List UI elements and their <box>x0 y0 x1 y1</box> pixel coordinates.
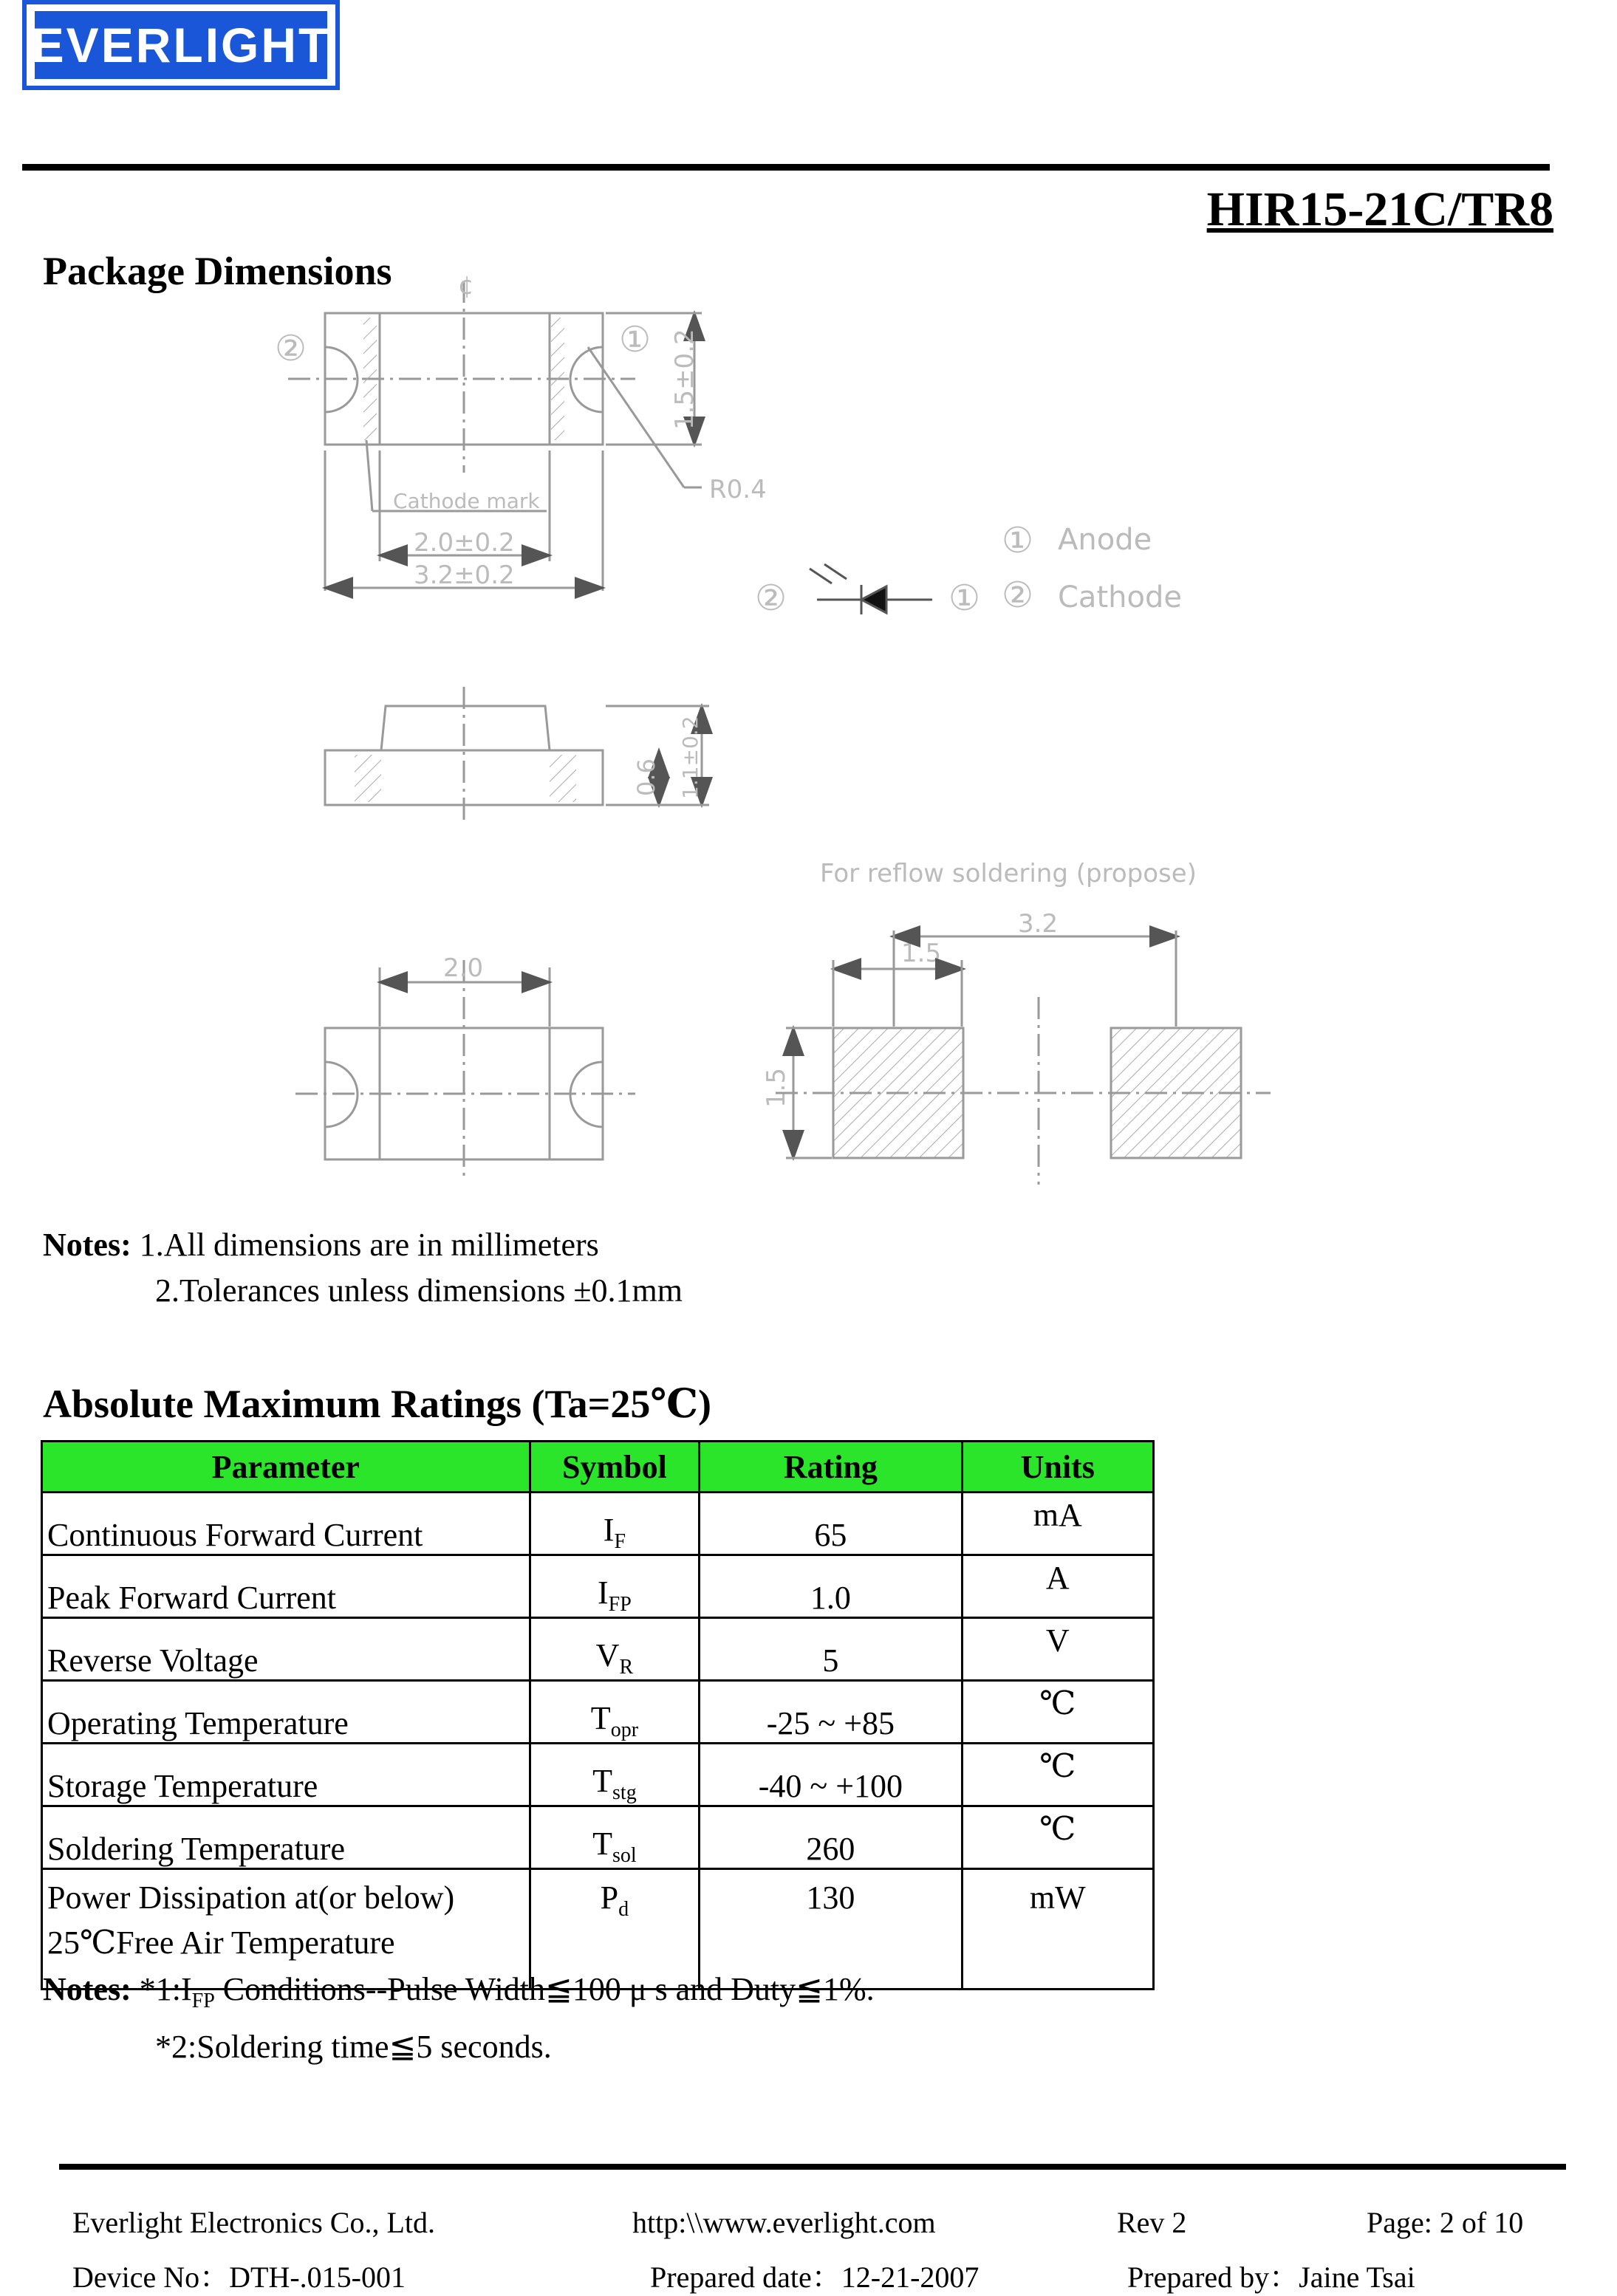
footer-prepared-by: Prepared by：Jaine Tsai <box>1127 2261 1415 2294</box>
rating-cell: 260 <box>700 1806 962 1869</box>
footer-company: Everlight Electronics Co., Ltd. <box>72 2206 435 2239</box>
unit-cell: A <box>962 1555 1154 1618</box>
legend-pin1: ① <box>1002 520 1034 561</box>
symbol-cell: $I_F$ <box>530 1493 700 1555</box>
diode-symbol <box>810 564 932 614</box>
param-cell: Continuous Forward Current <box>42 1493 530 1555</box>
symbol-cell: $T_{opr}$ <box>530 1681 700 1744</box>
table-row <box>42 1744 1154 1806</box>
table-row <box>42 1493 1154 1555</box>
cathode-label: Cathode <box>1058 580 1182 614</box>
radius-label: R0.4 <box>709 475 767 504</box>
bottom-20-label: 2.0 <box>443 953 484 983</box>
logo-text: EVERLIGHT <box>31 18 331 72</box>
width-2-label: 2.0±0.2 <box>414 528 515 558</box>
symbol-pin1: ① <box>948 578 981 619</box>
table-header-row <box>42 1442 1154 1493</box>
notes-label: Notes: <box>43 1227 131 1263</box>
note-1: 1.All dimensions are in millimeters <box>139 1227 599 1263</box>
centerline-mark: ¢ <box>458 271 474 301</box>
col-rating: Rating <box>700 1442 962 1493</box>
ratings-note-1: Notes: $*1:I_{FP}$ Conditions--Pulse Width≦100 μ s and Duty≦1%. <box>43 1971 875 2012</box>
unit-cell: ℃ <box>962 1806 1154 1869</box>
param-cell: Operating Temperature <box>42 1681 530 1744</box>
side-06-label: 0.6 <box>632 758 660 796</box>
footer-rev: Rev 2 <box>1117 2206 1187 2239</box>
unit-cell: ℃ <box>962 1744 1154 1806</box>
rating-cell: 65 <box>700 1493 962 1555</box>
symbol-cell: $V_R$ <box>530 1618 700 1681</box>
bottom-view <box>295 960 635 1182</box>
pad-15h-label: 1.5 <box>762 1067 791 1108</box>
symbol-cell: $I_{FP}$ <box>530 1555 700 1618</box>
footer-prepared-date: Prepared date：12-21-2007 <box>650 2261 980 2294</box>
dimension-notes <box>43 1219 599 1272</box>
symbol-cell: $T_{stg}$ <box>530 1744 700 1806</box>
param-cell: Soldering Temperature <box>42 1806 530 1869</box>
pin1-label: ① <box>619 319 652 360</box>
ratings-table <box>41 1440 1155 1990</box>
symbol-pin2: ② <box>755 578 787 619</box>
pin2-label: ② <box>275 328 307 369</box>
col-parameter: Parameter <box>42 1442 530 1493</box>
param-cell: Reverse Voltage <box>42 1618 530 1681</box>
width-3-label: 3.2±0.2 <box>414 561 515 590</box>
table-row <box>42 1681 1154 1744</box>
rating-cell: 130 <box>700 1869 962 1990</box>
col-units: Units <box>962 1442 1154 1493</box>
footer-page: Page: 2 of 10 <box>1367 2206 1524 2239</box>
cathode-mark-label: Cathode mark <box>393 489 540 513</box>
unit-cell: mW <box>962 1869 1154 1990</box>
table-row <box>42 1555 1154 1618</box>
param-cell: Storage Temperature <box>42 1744 530 1806</box>
pad-32-label: 3.2 <box>1018 909 1059 939</box>
unit-cell: mA <box>962 1493 1154 1555</box>
side-view <box>325 687 709 820</box>
pad-15w-label: 1.5 <box>901 939 942 968</box>
ratings-title: Absolute Maximum Ratings (Ta=25℃) <box>43 1382 712 1426</box>
table-row <box>42 1618 1154 1681</box>
note-2: 2.Tolerances unless dimensions ±0.1mm <box>155 1272 683 1309</box>
param-cell: Peak Forward Current <box>42 1555 530 1618</box>
table-row <box>42 1806 1154 1869</box>
solder-pads <box>776 931 1271 1185</box>
anode-label: Anode <box>1058 523 1152 557</box>
height-label: 1.5±0.2 <box>670 329 700 430</box>
symbol-cell: $P_d$ <box>530 1869 700 1990</box>
unit-cell: ℃ <box>962 1681 1154 1744</box>
side-11-label: 1.1±0.2 <box>678 716 702 799</box>
package-dimensions-title: Package Dimensions <box>43 249 392 293</box>
footer-url[interactable]: http:\\www.everlight.com <box>632 2206 936 2239</box>
part-number: HIR15-21C/TR8 <box>1206 182 1553 236</box>
col-symbol: Symbol <box>530 1442 700 1493</box>
symbol-cell: $T_{sol}$ <box>530 1806 700 1869</box>
ratings-note-2: *2:Soldering time≦5 seconds. <box>155 2029 552 2065</box>
footer-device: Device No：DTH-.015-001 <box>72 2261 406 2294</box>
unit-cell: V <box>962 1618 1154 1681</box>
rating-cell: 5 <box>700 1618 962 1681</box>
rating-cell: 1.0 <box>700 1555 962 1618</box>
reflow-label: For reflow soldering (propose) <box>820 859 1197 888</box>
rating-cell: -40 ~ +100 <box>700 1744 962 1806</box>
footer-rule <box>59 2164 1566 2170</box>
rating-cell: -25 ~ +85 <box>700 1681 962 1744</box>
param-cell: Power Dissipation at(or below) 25℃Free Air Temperature <box>42 1869 530 1990</box>
legend-pin2: ② <box>1002 575 1034 616</box>
